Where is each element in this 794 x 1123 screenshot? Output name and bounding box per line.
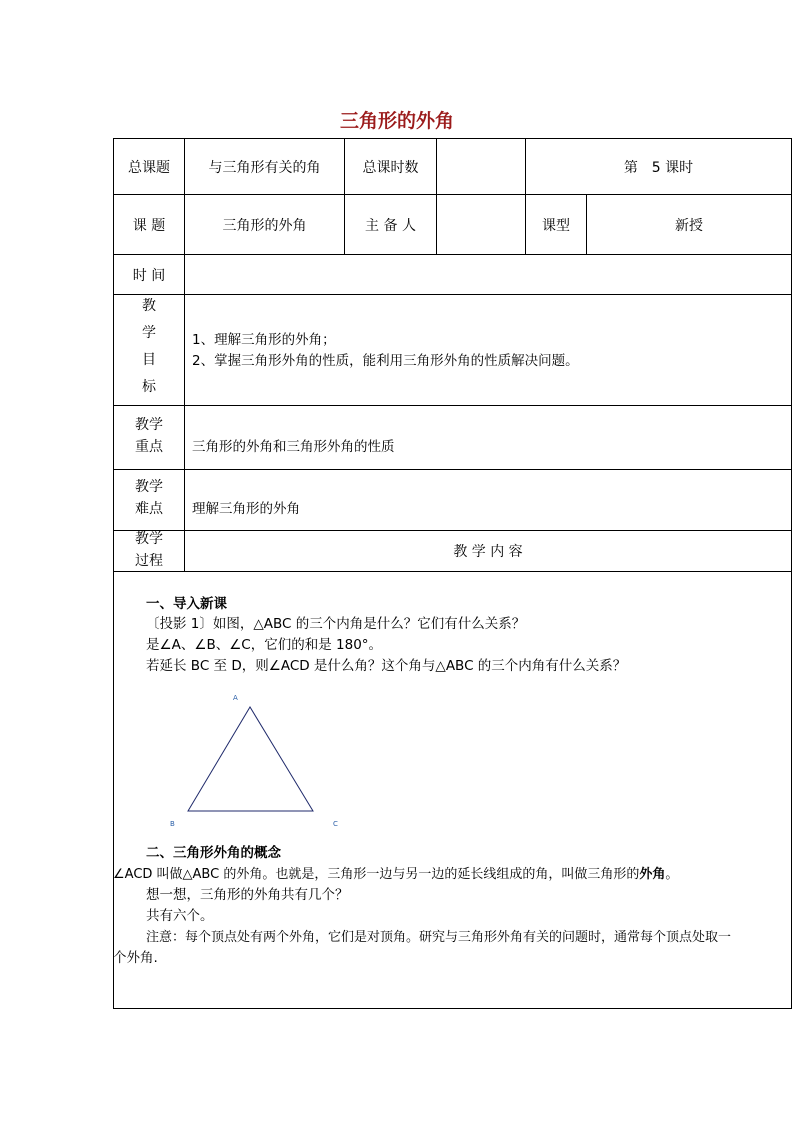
section-2-line-5: 个外角.	[113, 950, 158, 966]
section-1-line-1: 〔投影 1〕如图，△ABC 的三个内角是什么？它们有什么关系？	[146, 616, 526, 632]
section-2-line-2: 想一想，三角形的外角共有几个？	[146, 887, 349, 903]
label-key-points: 教学 重点	[135, 417, 163, 455]
process-header: 教 学 内 容	[453, 544, 523, 560]
label-lesson-type: 课型	[542, 217, 570, 234]
vertex-label-c: C	[333, 820, 338, 828]
label-process: 教学 过程	[135, 531, 163, 569]
label-topic: 课 题	[132, 217, 166, 234]
value-topic: 三角形的外角	[222, 217, 307, 234]
section-2-line-3: 共有六个。	[146, 908, 214, 924]
triangle-abc	[188, 707, 313, 811]
objective-1: 1、理解三角形的外角；	[192, 332, 336, 348]
label-objectives: 教 学 目 标	[142, 298, 156, 395]
page-title: 三角形的外角	[339, 110, 454, 132]
value-time	[185, 255, 791, 294]
label-difficulties: 教学 难点	[135, 479, 163, 517]
label-total-hours: 总课时数	[362, 159, 419, 176]
section-2-line-1: ∠ACD 叫做△ABC 的外角。也就是，三角形一边与另一边的延长线组成的角，叫做三角形的外角。	[113, 867, 679, 882]
objective-2: 2、掌握三角形外角的性质，能利用三角形外角的性质解决问题。	[192, 353, 579, 369]
label-total-topic: 总课题	[128, 159, 170, 176]
term-exterior-angle: 外角	[639, 867, 666, 882]
section-1-line-2: 是∠A、∠B、∠C，它们的和是 180°。	[146, 637, 383, 653]
lesson-number: 第 5 课时	[623, 159, 694, 176]
section-1-heading: 一、导入新课	[146, 596, 227, 612]
value-total-topic: 与三角形有关的角	[208, 159, 321, 176]
value-total-hours	[437, 139, 525, 194]
section-1-line-3: 若延长 BC 至 D，则∠ACD 是什么角？这个角与△ABC 的三个内角有什么关系？	[146, 658, 627, 674]
difficulties-text: 理解三角形的外角	[192, 501, 300, 517]
value-preparer	[437, 195, 525, 254]
label-time: 时 间	[132, 267, 166, 284]
value-lesson-type: 新授	[675, 217, 703, 234]
label-preparer: 主 备 人	[365, 217, 416, 234]
section-2-line-4: 注意：每个顶点处有两个外角，它们是对顶角。研究与三角形外角有关的问题时，通常每个顶点处取一	[146, 930, 732, 945]
section-2-heading: 二、三角形外角的概念	[146, 845, 281, 861]
key-points-text: 三角形的外角和三角形外角的性质	[192, 439, 395, 455]
vertex-label-b: B	[170, 820, 175, 828]
vertex-label-a: A	[233, 694, 238, 702]
triangle-abc-figure	[160, 690, 350, 830]
